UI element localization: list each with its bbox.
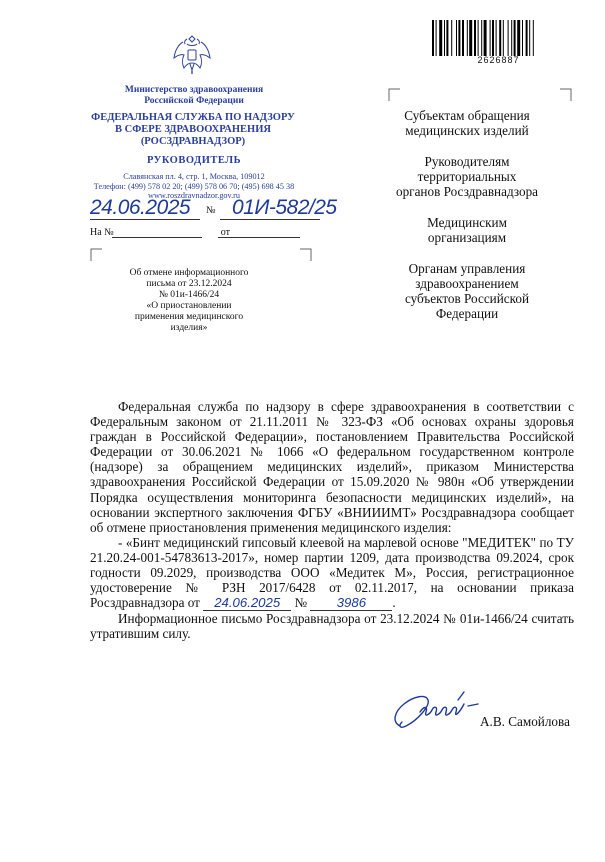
ministry-name	[80, 85, 308, 107]
signer-name: А.В. Самойлова	[480, 714, 570, 729]
subject-brackets	[90, 248, 312, 262]
body-paragraph-3: Информационное письмо Росздравнадзора от 23.12.2024 № 01и-1466/24 считать утратившим силу.	[90, 611, 574, 642]
coat-of-arms-icon	[171, 32, 213, 78]
order-date: 24.06.2025	[203, 596, 291, 611]
subject-line-4: «О приостановлении	[146, 301, 232, 311]
subject-line-2: письма от 23.12.2024	[146, 279, 232, 289]
addressee: Органам управления здравоохранением субъектов Российской Федерации	[404, 261, 530, 321]
date-underline	[90, 219, 200, 220]
phones: Телефон: (499) 578 02 20; (499) 578 06 70; (495) 698 45 38	[93, 181, 295, 191]
address: Славянская пл. 4, стр. 1, Москва, 109012	[123, 172, 265, 181]
order-number: 3986	[310, 596, 392, 611]
head-role: РУКОВОДИТЕЛЬ	[146, 155, 242, 166]
subject-line-5: применения медицинского	[134, 312, 244, 322]
service-line-2: В СФЕРЕ ЗДРАВООХРАНЕНИЯ	[115, 124, 271, 135]
addressee: Медицинским организациям	[427, 215, 507, 245]
subject-line-1: Об отмене информационного	[129, 268, 249, 278]
service-line-1: ФЕДЕРАЛЬНАЯ СЛУЖБА ПО НАДЗОРУ	[91, 112, 295, 123]
registration-number: 01И-582/25	[232, 196, 337, 219]
service-name	[70, 112, 316, 148]
number-label: №	[206, 205, 216, 216]
addressee-brackets	[388, 88, 572, 102]
body-paragraph-1: Федеральная служба по надзору в сфере здравоохранения в соответствии с Федеральным законом от 21.11.2011 № 323-ФЗ «Об основах охраны здоровья граждан в Российской Федерации», постановлением Правительства Российской Федерации от 30.06.2021 № 1066 «О федеральном государственном контроле (надзоре) за обращением медицинских изделий», приказом Министерства здравоохранения Российской Федерации от 15.09.2020 № 980н «Об утверждении Порядка осуществления мониторинга безопасности медицинских изделий», на основании экспертного заключения ФГБУ «ВНИИИМТ» Росздравнадзора сообщает об отмене приостановления применения медицинского изделия:	[90, 399, 574, 535]
addressee: Субъектам обращения медицинских изделий	[404, 108, 530, 138]
addressees	[362, 108, 572, 335]
subject-line-6: изделия»	[170, 323, 208, 333]
subject	[110, 268, 268, 334]
reply-to-underline	[112, 237, 202, 238]
registration-date: 24.06.2025	[90, 196, 191, 219]
website: www.roszdravnadzor.gov.ru	[148, 191, 240, 201]
ministry-line-2: Российской Федерации	[144, 96, 244, 106]
letter-body	[90, 399, 574, 641]
subject-line-3: № 01и-1466/24	[158, 290, 220, 300]
body-paragraph-2: - «Бинт медицинский гипсовый клеевой на марлевой основе "МЕДИТЕК" по ТУ 21.20.24-001-54783613-2017», номер партии 1209, дата производства 09.2024, срок годности 09.2029, производства ООО «Медитек М», Россия, регистрационное удостоверение № РЗН 2017/6428 от 02.11.2017, на основании приказа Росздравнадзора от 24.06.2025 № 3986 .	[90, 534, 574, 611]
from-label: от	[220, 227, 230, 238]
barcode	[432, 20, 565, 56]
addressee: Руководителям территориальных органов Росздравнадзора	[395, 154, 539, 199]
barcode-number: 2626887	[477, 55, 520, 65]
service-line-3: (РОСЗДРАВНАДЗОР)	[140, 136, 246, 147]
from-underline	[218, 237, 300, 238]
ministry-line-1: Министерство здравоохранения	[124, 85, 264, 95]
number-underline	[220, 219, 320, 220]
reply-to-label: На №	[90, 227, 114, 238]
